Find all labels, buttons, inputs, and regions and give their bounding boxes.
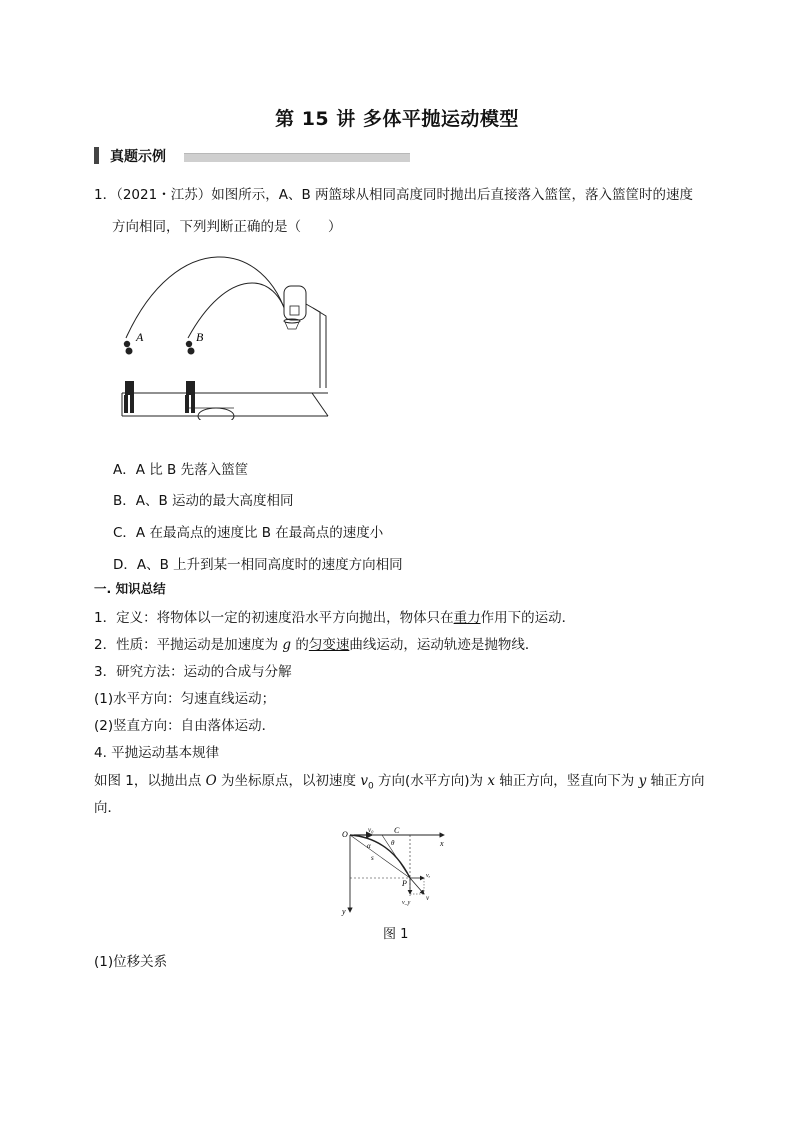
question-line-1 [94,185,693,205]
property-text: 2．性质：平抛运动是加速度为 [94,637,283,653]
definition-text: 1．定义：将物体以一定的初速度沿水平方向抛出，物体只在 [94,610,454,626]
question-source: （2021・江苏） [116,187,212,203]
fig-label-s: s [371,854,374,862]
fig-label-vy: v_y [402,900,411,906]
coord-text-1: 如图 1，以抛出点 [94,773,206,789]
page-title: 第 15 讲 多体平抛运动模型 [275,108,519,130]
definition-key: 重力 [453,610,481,626]
fig-label-x: x [440,839,444,848]
property-end: 曲线运动，运动轨迹是抛物线． [349,637,539,653]
property-line [94,635,538,655]
section-rule [184,153,410,162]
x-symbol: x [487,773,495,789]
option-c: C．A 在最高点的速度比 B 在最高点的速度小 [113,525,384,541]
trajectory-a [126,257,288,338]
gravity-symbol: g [282,637,292,653]
property-key: 匀变速 [308,637,350,653]
figure-caption: 图 1 [383,927,409,942]
rule-heading: 4. 平抛运动基本规律 [94,745,220,761]
fig-label-c: C [394,826,400,835]
v0-symbol: v [360,773,368,789]
coord-text-4: 轴正方向，竖直向下为 [494,773,639,789]
v0-subscript: 0 [367,781,374,792]
question-line-2: 方向相同，下列判断正确的是（ ） [112,219,342,235]
definition-end: 作用下的运动． [480,610,576,626]
option-a: A．A 比 B 先落入篮筐 [113,462,249,478]
section-heading: 真题示例 [110,149,166,165]
coordinate-line-2: 向． [94,800,121,816]
fig-label-v0: v₀ [368,826,374,834]
method-line: 3．研究方法：运动的合成与分解 [94,664,292,680]
fig-label-theta: θ [391,839,395,847]
method-vertical: (2)竖直方向：自由落体运动． [94,718,276,734]
coord-text-2: 为坐标原点，以初速度 [216,773,361,789]
label-b: B [196,330,204,344]
question-number: 1． [94,187,117,203]
property-mid: 的 [291,637,309,653]
fig-label-vx: vₓ [426,873,431,879]
coord-text-5: 轴正方向 [646,773,705,789]
section-marker [94,147,99,164]
player-a [124,341,134,413]
coord-text-3: 方向(水平方向)为 [373,773,488,789]
displacement-line [350,835,410,878]
option-b: B．A、B 运动的最大高度相同 [113,493,294,509]
player-b [185,341,195,413]
y-symbol: y [638,773,647,789]
fig-label-p: P [402,879,407,888]
knowledge-heading: 一. 知识总结 [94,581,166,596]
label-a: A [136,330,144,344]
origin-symbol: O [205,773,217,789]
fig-label-v: v [426,894,430,902]
fig-label-o: O [342,830,348,839]
question-text-1: 如图所示，A、B 两篮球从相同高度同时抛出后直接落入篮筐，落入篮筐时的速度 [211,187,693,203]
coordinate-line [94,771,705,797]
fig-label-y: y [342,907,346,916]
displacement-heading: (1)位移关系 [94,954,168,970]
definition-line [94,608,575,628]
option-d: D．A、B 上升到某一相同高度时的速度方向相同 [113,557,403,573]
basketball-figure [116,248,340,420]
hoop-support [306,304,320,388]
projectile-diagram [340,824,452,918]
fig-label-alpha: α [367,842,371,850]
method-horizontal: (1)水平方向：匀速直线运动； [94,691,276,707]
